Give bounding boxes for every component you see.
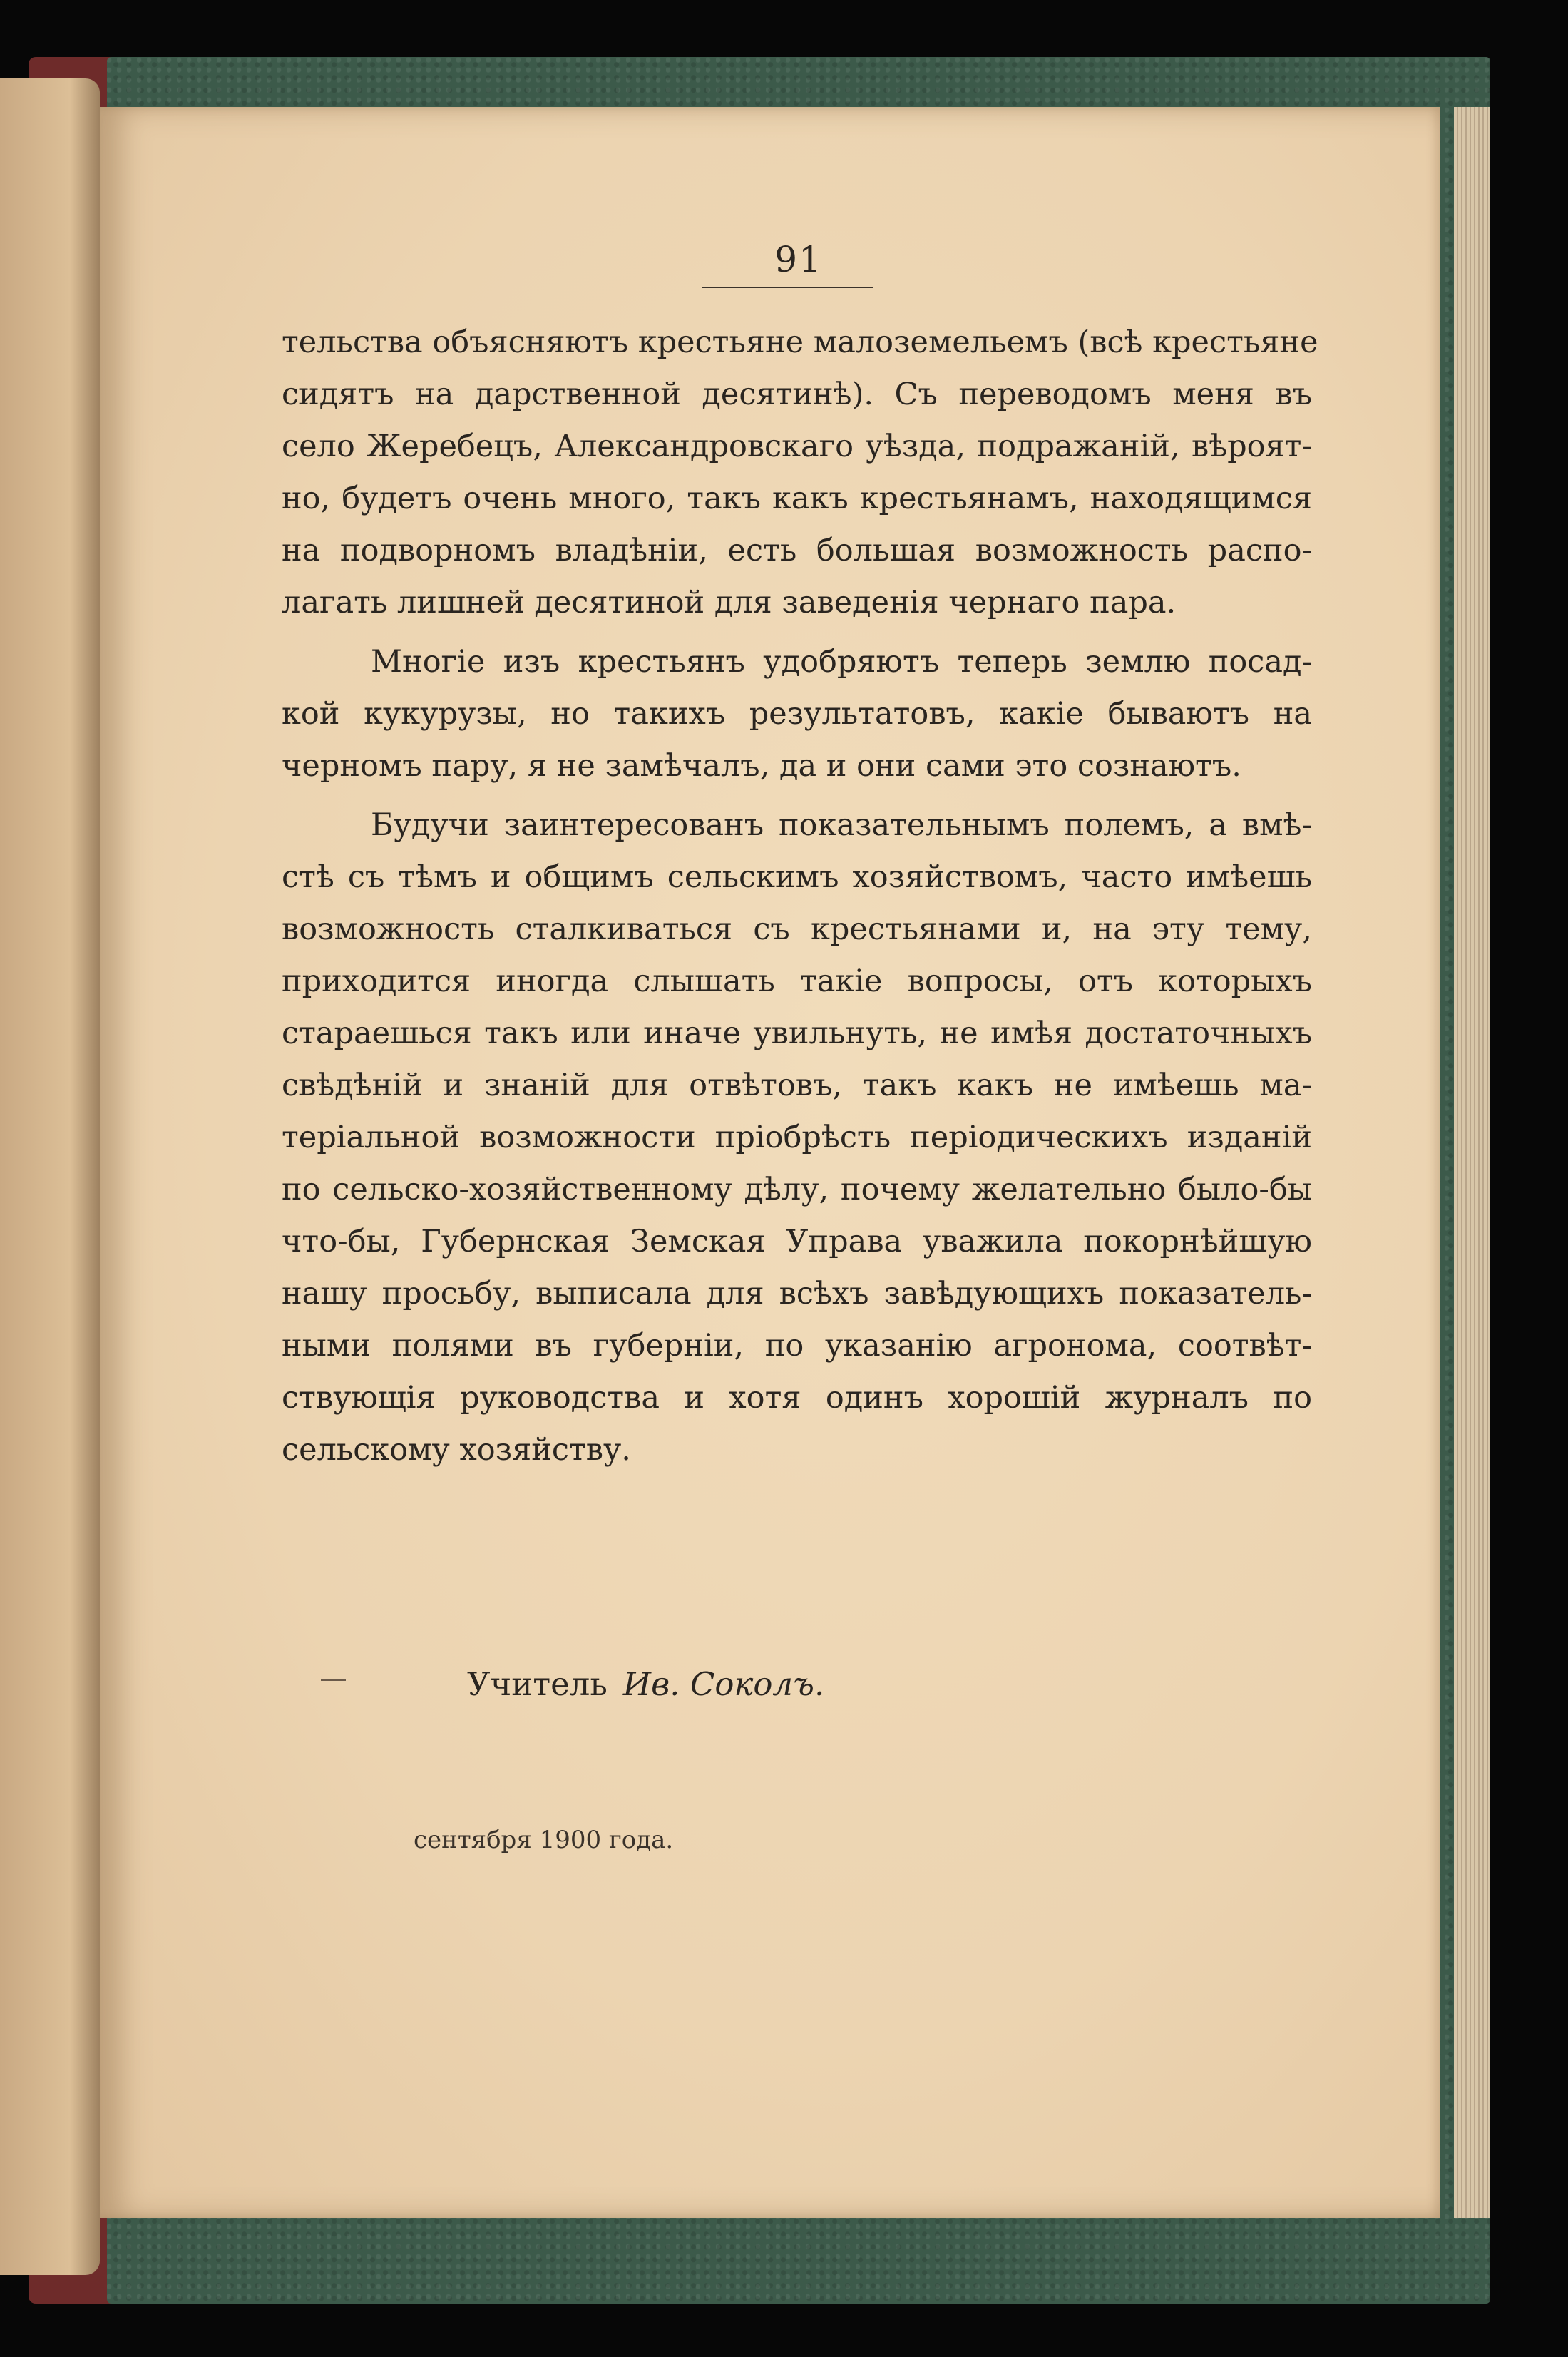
facing-page [0, 78, 100, 2275]
text-line: лагать лишней десятиной для заведенія чернаго пара. [282, 585, 1177, 620]
text-line: стараешься такъ или иначе увильнуть, не имѣя достаточныхъ [282, 1016, 1312, 1051]
signature-title: Учитель [467, 1665, 608, 1703]
book-page [100, 107, 1440, 2218]
text-line: Многіе изъ крестьянъ удобряютъ теперь землю посад- [371, 644, 1312, 680]
page-edges [1454, 107, 1490, 2218]
text-line: сидятъ на дарственной десятинѣ). Съ переводомъ меня въ [282, 377, 1312, 412]
text-line: но, будетъ очень много, такъ какъ крестьянамъ, находящимся [282, 481, 1312, 516]
text-line: Будучи заинтересованъ показательнымъ полемъ, а вмѣ- [371, 807, 1312, 843]
signature [467, 1665, 824, 1703]
text-line: стѣ съ тѣмъ и общимъ сельскимъ хозяйствомъ, часто имѣешь [282, 859, 1312, 895]
text-line: тельства объясняютъ крестьяне малоземельемъ (всѣ крестьяне [282, 324, 1318, 360]
text-line: нашу просьбу, выписала для всѣхъ завѣдующихъ показатель- [282, 1276, 1312, 1312]
text-line: ными полями въ губерніи, по указанію агронома, соотвѣт- [282, 1328, 1312, 1364]
signature-name: Ив. Соколъ. [622, 1665, 825, 1703]
text-line: свѣдѣній и знаній для отвѣтовъ, такъ какъ не имѣешь ма- [282, 1068, 1312, 1103]
text-line: теріальной возможности пріобрѣсть періодическихъ изданій [282, 1120, 1312, 1155]
text-line: возможность сталкиваться съ крестьянами и, на эту тему, [282, 911, 1312, 947]
page-number-rule [702, 287, 873, 288]
date-line: сентября 1900 года. [414, 1826, 674, 1854]
text-line: по сельско-хозяйственному дѣлу, почему желательно было-бы [282, 1172, 1312, 1207]
text-line: черномъ пару, я не замѣчалъ, да и они сами это сознаютъ. [282, 748, 1241, 784]
text-line: село Жеребецъ, Александровскаго уѣзда, подражаній, вѣроят- [282, 429, 1312, 464]
text-line: ствующія руководства и хотя одинъ хорошій журналъ по [282, 1380, 1312, 1416]
text-line: приходится иногда слышать такіе вопросы, отъ которыхъ [282, 963, 1312, 999]
text-line: что-бы, Губернская Земская Управа уважила покорнѣйшую [282, 1224, 1312, 1259]
margin-mark [321, 1679, 346, 1681]
text-line: сельскому хозяйству. [282, 1432, 631, 1468]
text-line: на подворномъ владѣніи, есть большая возможность распо- [282, 533, 1312, 568]
text-line: кой кукурузы, но такихъ результатовъ, какіе бываютъ на [282, 696, 1312, 732]
page-number: 91 [774, 239, 823, 280]
